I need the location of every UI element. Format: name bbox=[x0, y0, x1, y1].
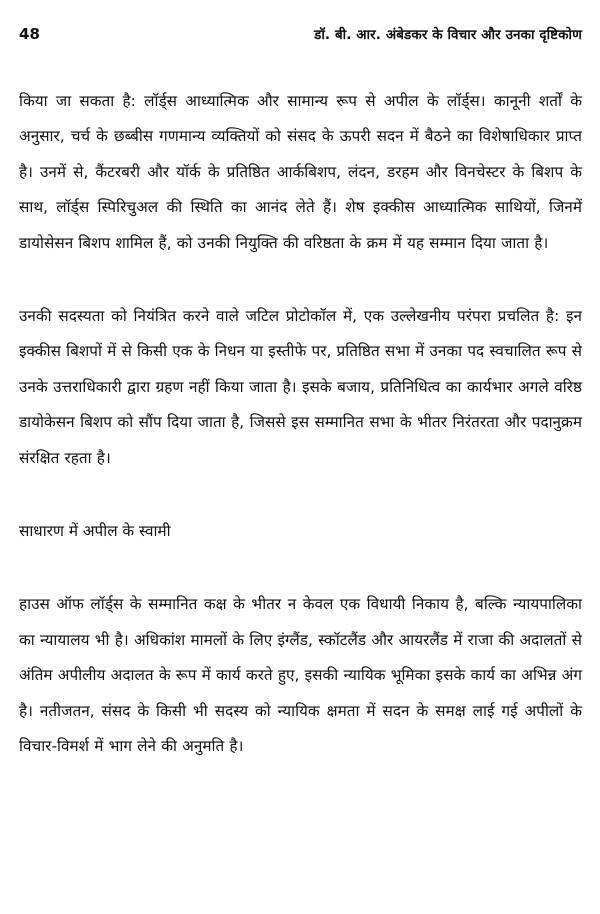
page-header bbox=[19, 24, 582, 48]
paragraph-judicial-role: हाउस ऑफ लॉर्ड्स के सम्मानित कक्ष के भीतर न केवल एक विधायी निकाय है, बल्कि न्यायपालिका का न्यायालय भी है। अधिकांश मामलों के लिए इंग्लैंड, स्कॉटलैंड और आयरलैंड में राजा की अदालतों से अंतिम अपीलीय अदालत के रूप में कार्य करते हुए, इसकी न्यायिक भूमिका इसके कार्य का अभिन्न अंग है। नतीजतन, संसद के किसी भी सदस्य को न्यायिक क्षमता में सदन के समक्ष लाई गई अपीलों के विचार-विमर्श में भाग लेने की अनुमति है। bbox=[19, 595, 582, 756]
page-content bbox=[19, 84, 582, 765]
paragraph-bishop-succession: उनकी सदस्यता को नियंत्रित करने वाले जटिल प्रोटोकॉल में, एक उल्लेखनीय परंपरा प्रचलित है: इन इक्कीस बिशपों में से किसी एक के निधन या इस्तीफे पर, प्रतिष्ठित सभा में उनका पद स्वचालित रूप से उनके उत्तराधिकारी द्वारा ग्रहण नहीं किया जाता है। इसके बजाय, प्रतिनिधित्व का कार्यभार अगले वरिष्ठ डायोकेसन बिशप को सौंप दिया जाता है, जिससे इस सम्मानित सभा के भीतर निरंतरता और पदानुक्रम संरक्षित रहता है। bbox=[19, 307, 582, 467]
running-head: डॉ. बी. आर. अंबेडकर के विचार और उनका दृष्टिकोण bbox=[314, 27, 582, 43]
page-number: 48 bbox=[19, 25, 41, 43]
paragraph-lords-spiritual: किया जा सकता है: लॉर्ड्स आध्यात्मिक और सामान्य रूप से अपील के लॉर्ड्स। कानूनी शर्तों के अनुसार, चर्च के छब्बीस गणमान्य व्यक्तियों को संसद के ऊपरी सदन में बैठने का विशेषाधिकार प्राप्त है। उनमें से, कैंटरबरी और यॉर्क के प्रतिष्ठित आर्कबिशप, लंदन, डरहम और विनचेस्टर के बिशप के साथ, लॉर्ड्स स्पिरिचुअल की स्थिति का आनंद लेते हैं। शेष इक्कीस आध्यात्मिक साथियों, जिनमें डायोसेसन बिशप शामिल हैं, को उनकी नियुक्ति की वरिष्ठता के क्रम में यह सम्मान दिया जाता है। bbox=[19, 92, 582, 252]
section-heading: साधारण में अपील के स्वामी bbox=[19, 522, 171, 541]
